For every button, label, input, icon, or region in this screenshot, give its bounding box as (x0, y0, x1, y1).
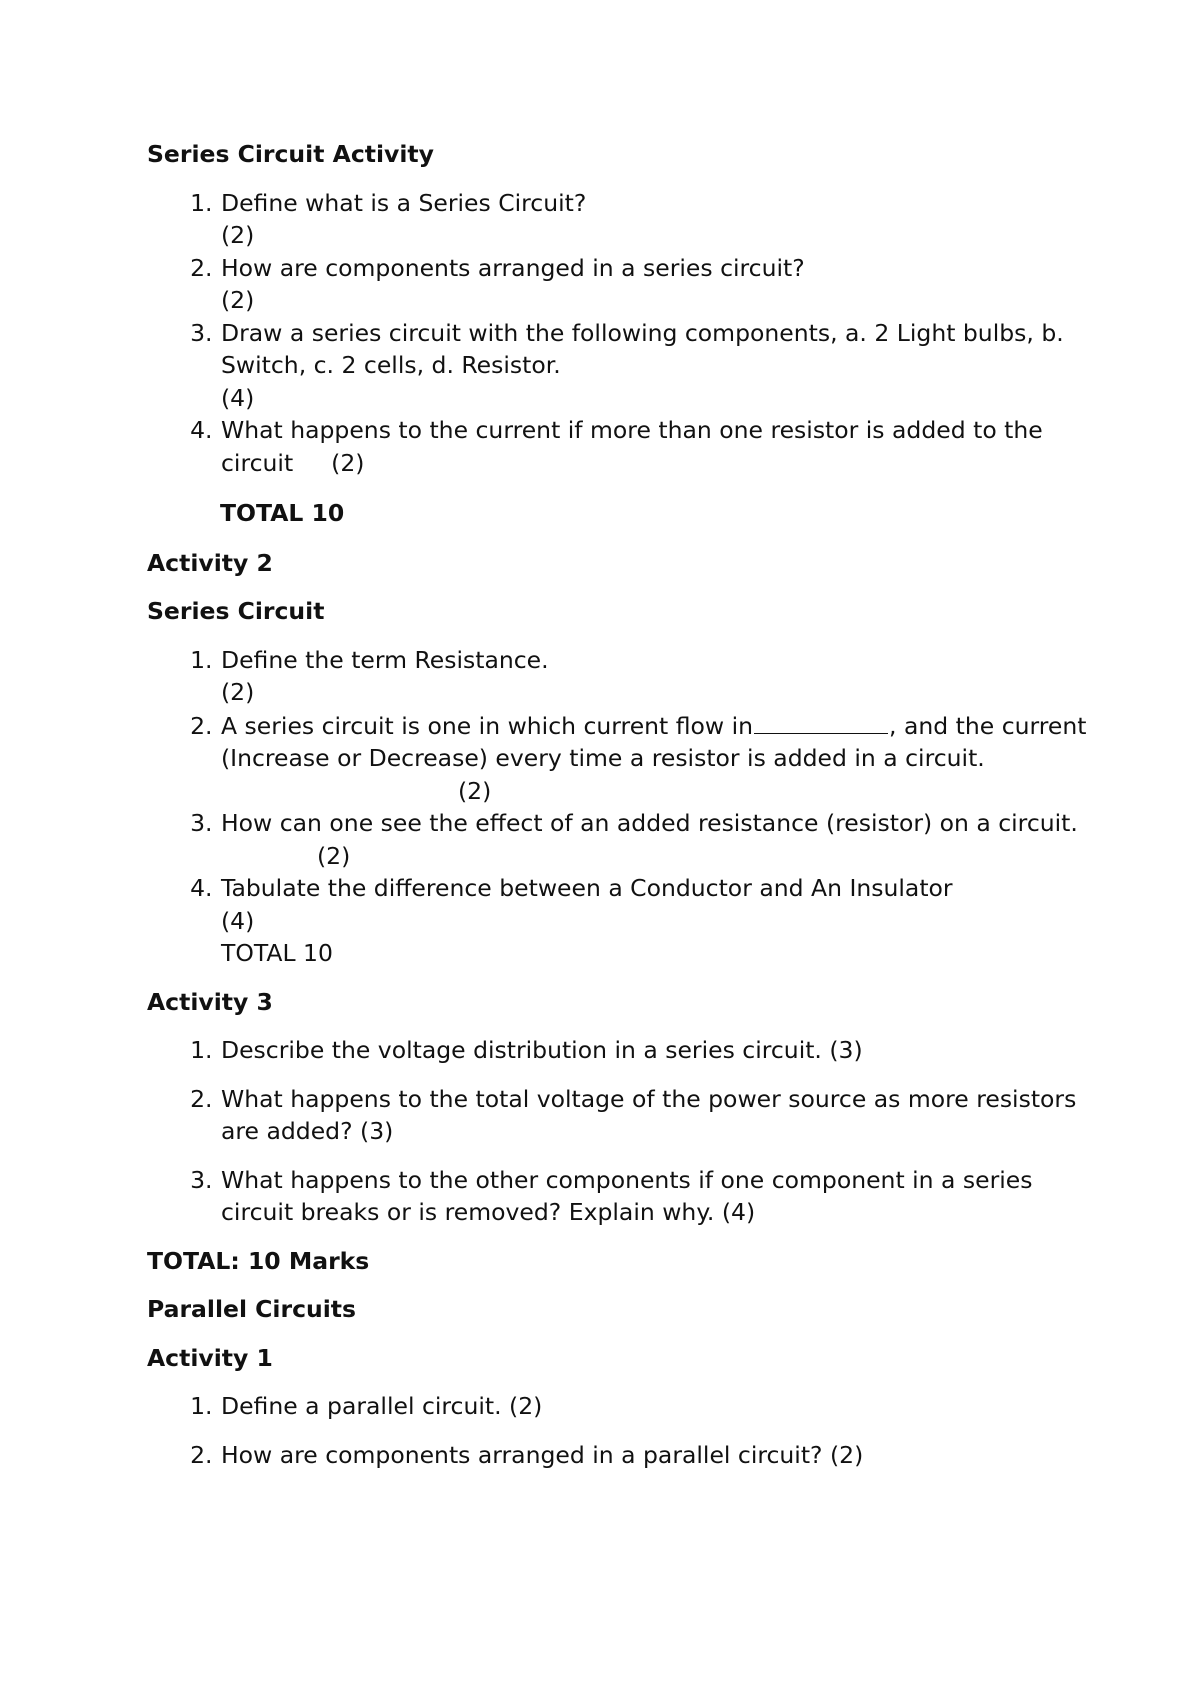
question-text: Draw a series circuit with the following components, a. 2 Light bulbs, b. Switch, c. 2 cells, d. Resistor. (221, 318, 1064, 379)
question-marks: (2) (221, 286, 255, 314)
question-marks: (4) (221, 906, 255, 935)
section-title: Activity 2 (147, 548, 273, 577)
question-text: Define the term Resistance. (221, 645, 549, 674)
question-text-after: , and the current (Increase or Decrease) every time a resistor is added in a circuit. (221, 711, 1087, 772)
question-list (147, 187, 1087, 480)
section-subtitle: Activity 1 (147, 1343, 273, 1372)
document-page (147, 138, 1087, 1487)
question-list (147, 644, 1087, 970)
question-text: How can one see the effect of an added resistance (resistor) on a circuit. (221, 809, 1078, 837)
question-item (220, 872, 1087, 970)
question-item (220, 317, 1087, 415)
section-title: Series Circuit Activity (147, 140, 434, 168)
question-item (220, 1164, 1087, 1229)
question-item (220, 1034, 1087, 1067)
section-subtitle: Series Circuit (147, 597, 325, 625)
question-text: Define what is a Series Circuit? (221, 188, 587, 217)
section-total: TOTAL 10 (220, 499, 345, 527)
question-marks: (2) (331, 448, 365, 477)
section-title: Parallel Circuits (147, 1295, 357, 1323)
question-item (220, 1083, 1087, 1148)
question-item (220, 1390, 1087, 1423)
question-text: What happens to the current if more than one resistor is added to the circuit (221, 416, 1043, 477)
question-text: What happens to the total voltage of the power source as more resistors are added? (3) (221, 1084, 1077, 1145)
question-list (147, 1390, 1087, 1471)
section-total: TOTAL 10 (221, 939, 333, 967)
question-item (220, 644, 1087, 709)
question-item (220, 187, 1087, 252)
section-total: TOTAL: 10 Marks (147, 1246, 370, 1275)
section-title: Activity 3 (147, 987, 273, 1016)
question-text: What happens to the other components if one component in a series circuit breaks or is removed? Explain why. (4) (221, 1165, 1033, 1226)
question-text: How are components arranged in a series circuit? (221, 253, 805, 282)
question-text: How are components arranged in a parallel circuit? (2) (221, 1440, 864, 1469)
question-text-before: A series circuit is one in which current flow in (221, 711, 754, 740)
question-item (220, 1439, 1087, 1472)
question-list (147, 1034, 1087, 1229)
question-marks: (2) (458, 776, 492, 805)
question-item (220, 709, 1087, 808)
question-text: Define a parallel circuit. (2) (221, 1392, 543, 1420)
question-item (220, 252, 1087, 317)
fill-in-blank (754, 709, 888, 734)
question-text: Describe the voltage distribution in a series circuit. (3) (221, 1036, 863, 1064)
question-marks: (2) (317, 841, 351, 870)
question-text: Tabulate the difference between a Conductor and An Insulator (221, 874, 953, 902)
question-marks: (2) (221, 221, 255, 249)
question-item (220, 807, 1087, 872)
question-item (220, 414, 1087, 479)
question-marks: (4) (221, 383, 255, 412)
question-marks: (2) (221, 678, 255, 706)
